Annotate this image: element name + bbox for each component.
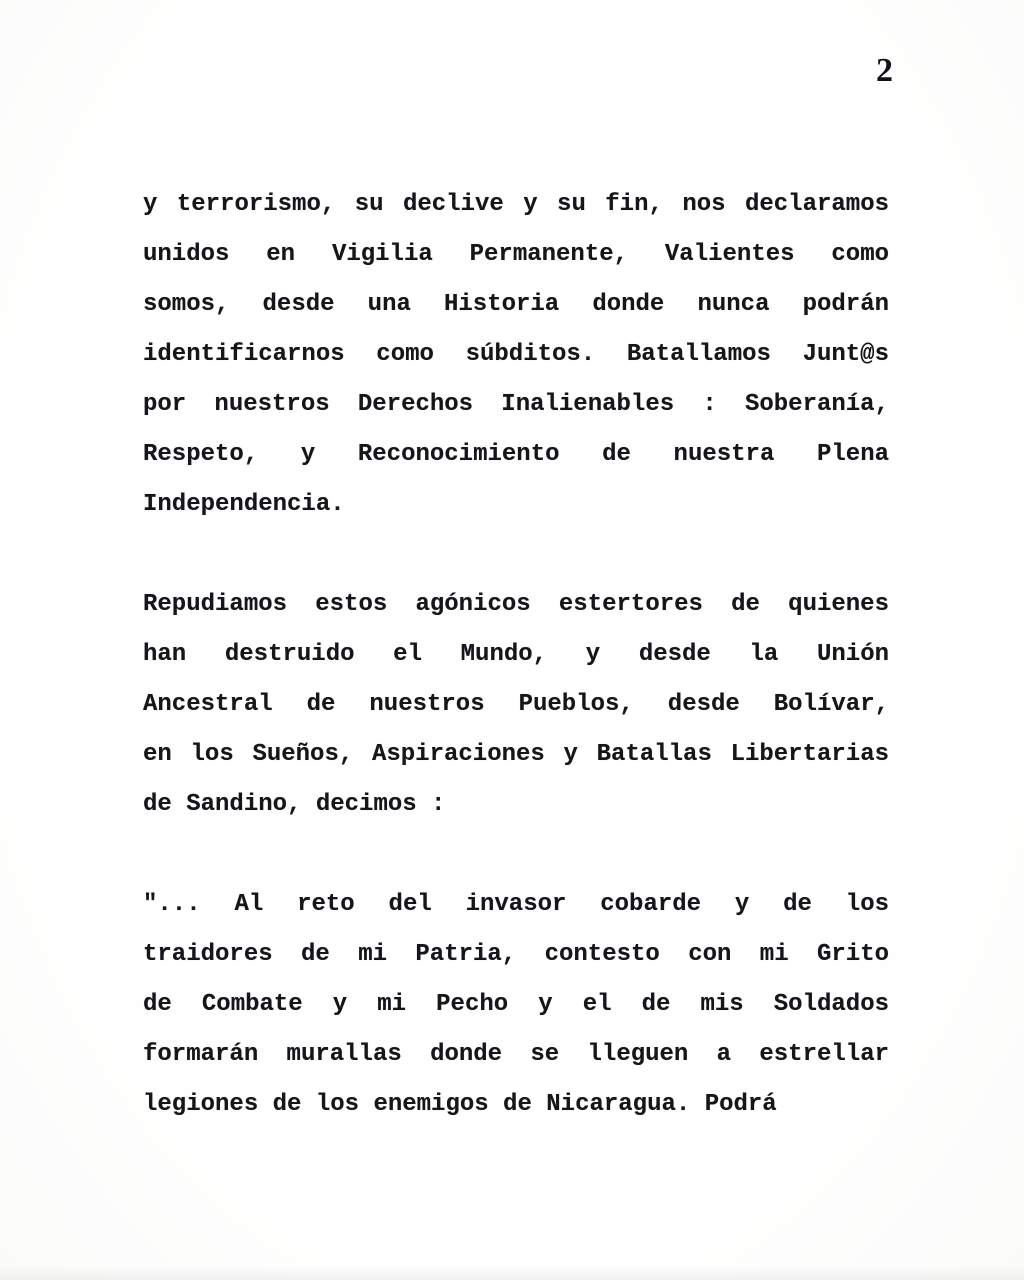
text-line: formarán murallas donde se lleguen a estrellar xyxy=(143,1041,889,1068)
text-line: unidos en Vigilia Permanente, Valientes como xyxy=(143,241,889,268)
paragraph-3-quote xyxy=(143,880,889,1130)
page-number: 2 xyxy=(876,52,893,89)
paragraph-2 xyxy=(143,580,889,830)
text-line: por nuestros Derechos Inalienables : Soberanía, xyxy=(143,391,889,418)
text-line: de Combate y mi Pecho y el de mis Soldados xyxy=(143,991,889,1018)
text-line: de Sandino, decimos : xyxy=(143,791,446,818)
text-line: "... Al reto del invasor cobarde y de los xyxy=(143,891,889,918)
text-line: traidores de mi Patria, contesto con mi Grito xyxy=(143,941,889,968)
text-line: han destruido el Mundo, y desde la Unión xyxy=(143,641,889,668)
text-line: en los Sueños, Aspiraciones y Batallas Libertarias xyxy=(143,741,889,768)
text-line: identificarnos como súbditos. Batallamos Junt@s xyxy=(143,341,889,368)
text-line: Ancestral de nuestros Pueblos, desde Bolívar, xyxy=(143,691,889,718)
paragraph-1 xyxy=(143,180,889,530)
text-line: y terrorismo, su declive y su fin, nos declaramos xyxy=(143,191,889,218)
text-line: Repudiamos estos agónicos estertores de quienes xyxy=(143,591,889,618)
document-body xyxy=(143,180,889,1180)
text-line: Respeto, y Reconocimiento de nuestra Plena xyxy=(143,441,889,468)
text-line: Independencia. xyxy=(143,491,345,518)
text-line: legiones de los enemigos de Nicaragua. Podrá xyxy=(143,1091,777,1118)
text-line: somos, desde una Historia donde nunca podrán xyxy=(143,291,889,318)
